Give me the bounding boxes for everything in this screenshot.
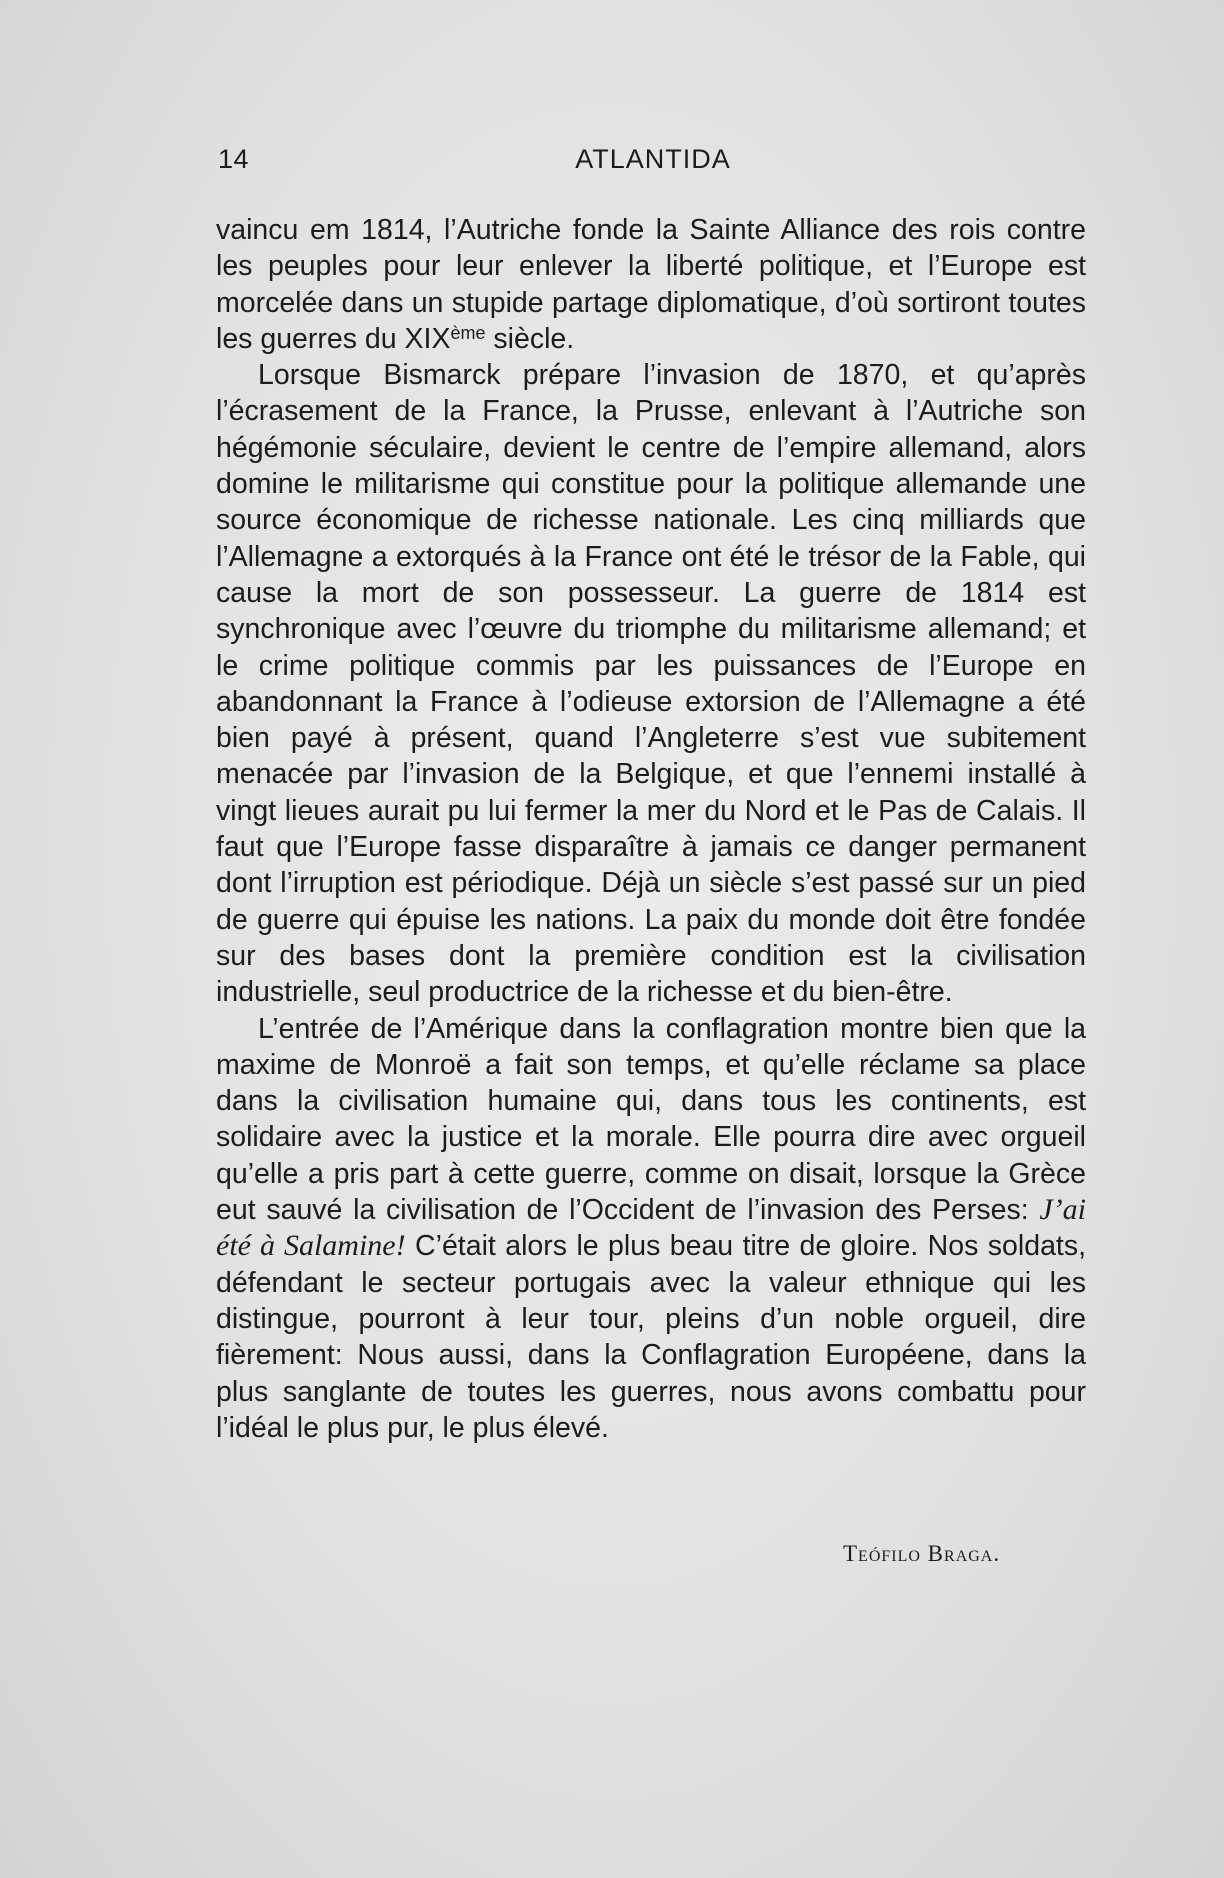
- italic-quote: J’ai été à Salamine!: [216, 1193, 1086, 1263]
- superscript-ordinal: ème: [450, 322, 486, 343]
- paragraph-3: [216, 1011, 1086, 1447]
- paragraph-1-end: siècle.: [485, 322, 575, 355]
- paragraph-1: [216, 212, 1086, 357]
- paragraph-3-start: L’entrée de l’Amérique dans la conflagration montre bien que la maxime de Monroë a fait son temps, et qu’elle réclame sa place dans la civilisation humaine qui, dans tous les continents, est solidaire avec la justice et la morale. Elle pourra dire avec orgueil qu’elle a pris part à cette guerre, comme on disait, lorsque la Grèce eut sauvé la civilisation de l’Occident de l’invasion des Perses:: [216, 1012, 1086, 1227]
- paragraph-1-text: vaincu em 1814, l’Autriche fonde la Sainte Alliance des rois contre les peuples pour leur enlever la liberté politique, et l’Europe est morcelée dans un stupide partage diplomatique, d’où sortiront toutes les guerres du XIX: [216, 214, 1086, 355]
- page-header: [218, 144, 1088, 184]
- body-text: [216, 212, 1086, 1446]
- paragraph-2: Lorsque Bismarck prépare l’invasion de 1870, et qu’après l’écrasement de la France, la Prusse, enlevant à l’Autriche son hégémonie séculaire, devient le centre de l’empire allemand, alors domine le militarisme qui constitue pour la politique allemande une source économique de richesse nationale. Les cinq milliards que l’Allemagne a extorqués à la France ont été le trésor de la Fable, qui cause la mort de son possesseur. La guerre de 1814 est synchronique avec l’œuvre du triomphe du militarisme allemand; et le crime politique commis par les puissances de l’Europe en abandonnant la France à l’odieuse extorsion de l’Allemagne a été bien payé à présent, quand l’Angleterre s’est vue subitement menacée par l’invasion de la Belgique, et que l’ennemi installé à vingt lieues aurait pu lui fermer la mer du Nord et le Pas de Calais. Il faut que l’Europe fasse disparaître à jamais ce danger permanent dont l’irruption est périodique. Déjà un siècle s’est passé sur un pied de guerre qui épuise les nations. La paix du monde doit être fondée sur des bases dont la première condition est la civilisation industrielle, seul productrice de la richesse et du bien-être.: [216, 359, 1086, 1009]
- page-number: 14: [218, 144, 250, 174]
- author-signature: Teófilo Braga.: [843, 1541, 1001, 1566]
- running-title: ATLANTIDA: [575, 144, 731, 174]
- paragraph-3-end: C’était alors le plus beau titre de gloire. Nos soldats, défendant le secteur portugais avec la valeur ethnique qui les distingue, pourront à leur tour, pleins d’un noble orgueil, dire fièrement: Nous aussi, dans la Conflagration Européene, dans la plus sanglante de toutes les guerres, nous avons combattu pour l’idéal le plus pur, le plus élevé.: [216, 1230, 1087, 1444]
